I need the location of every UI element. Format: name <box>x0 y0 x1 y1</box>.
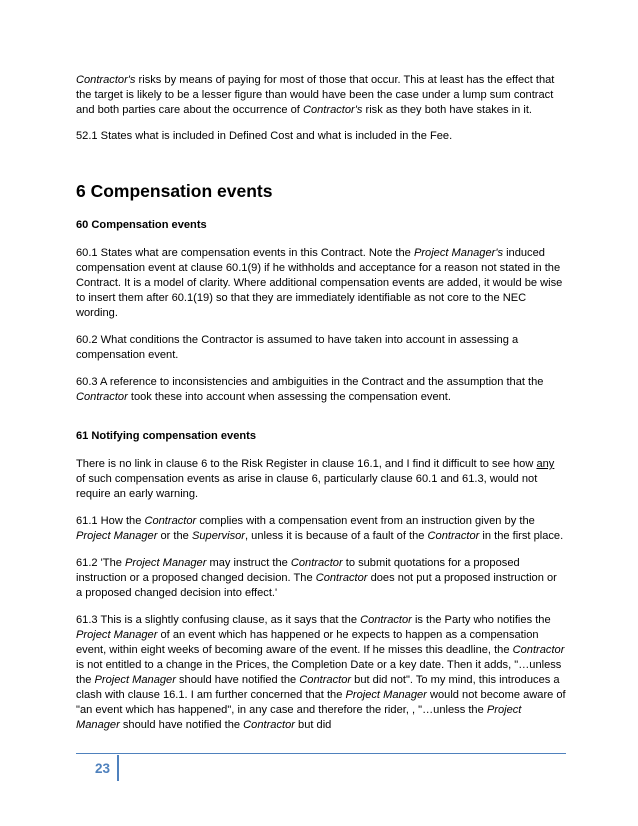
italic-run: Contractor <box>76 391 128 403</box>
italic-run: Contractor <box>243 719 295 731</box>
text-run: 61.2 'The <box>76 557 125 569</box>
text-run: took these into account when assessing the compensation event. <box>127 391 451 403</box>
italic-run: Contractor <box>427 530 480 542</box>
paragraph-61-2 <box>76 556 566 601</box>
text-run: in the first place. <box>479 530 564 542</box>
italic-run: Contractor <box>315 572 368 584</box>
subheading-60: 60 Compensation events <box>76 219 207 231</box>
paragraph-60-1 <box>76 246 566 321</box>
page-number-divider <box>117 755 119 781</box>
text-run: or the <box>157 530 192 542</box>
italic-run: Project Manager <box>94 674 176 686</box>
footer-rule <box>76 753 566 754</box>
text-run: of such compensation events as arise in clause 6, particularly clause 60.1 and 61.3, would not require an early warning. <box>76 473 538 500</box>
italic-run: Contractor <box>360 614 412 626</box>
italic-run: Project Manager <box>76 704 522 731</box>
paragraph-60-2 <box>76 333 566 363</box>
subheading-61: 61 Notifying compensation events <box>76 430 257 442</box>
italic-run: Project Manager's <box>413 247 503 259</box>
italic-run: Project Manager <box>125 557 207 569</box>
text-run: of an event which has happened or he expects to happen as a compensation event, within eight weeks of becoming aware of the event. If he misses this deadline, the <box>76 629 539 656</box>
underlined-run: any <box>536 458 555 470</box>
page-number: 23 <box>95 761 111 776</box>
text-run: 61.1 How the <box>76 515 145 527</box>
page-body <box>76 73 566 733</box>
italic-run: Project Manager <box>345 689 427 701</box>
text-run: 60.3 A reference to inconsistencies and ambiguities in the Contract and the assumption that the <box>76 376 544 388</box>
paragraph-61-3 <box>76 613 566 733</box>
text-run: 61.3 This is a slightly confusing clause, as it says that the <box>76 614 361 626</box>
italic-run: Project Manager <box>76 530 158 542</box>
text-run: , unless it is because of a fault of the <box>244 530 428 542</box>
text-run: would not become aware of "an event which has happened", in any case and therefore the rider, , "…unless the <box>76 689 566 716</box>
italic-run: Contractor <box>299 674 352 686</box>
italic-run: Project Manager <box>76 629 158 641</box>
paragraph-60-3 <box>76 375 566 405</box>
text-run: 60.2 What conditions the Contractor is assumed to have taken into account in assessing a compensation event. <box>76 334 519 361</box>
text-run: 52.1 States what is included in Defined Cost and what is included in the Fee. <box>76 130 453 142</box>
italic-run: Supervisor <box>191 530 245 542</box>
text-run: is not entitled to a change in the Prices, the Completion Date or a key date. Then it adds, "…unless the <box>76 659 562 686</box>
text-run: is the Party who notifies the <box>411 614 551 626</box>
paragraph-61-1 <box>76 514 566 544</box>
italic-run: Contractor's <box>76 74 136 86</box>
text-run: but did not". To my mind, this introduces a clash with clause 16.1. I am further concerned that the <box>76 674 560 701</box>
text-run: should have notified the <box>175 674 300 686</box>
paragraph-contractor-risks <box>76 73 566 118</box>
text-run: but did <box>294 719 332 731</box>
text-run: risks by means of paying for most of those that occur. This at least has the effect that the target is likely to be a lesser figure than would have been the case under a lump sum contract and both parties care about the occurrence of <box>76 74 555 116</box>
text-run: There is no link in clause 6 to the Risk Register in clause 16.1, and I find it difficult to see how <box>76 458 537 470</box>
text-run: complies with a compensation event from an instruction given by the <box>196 515 535 527</box>
italic-run: Contractor <box>144 515 197 527</box>
text-run: should have notified the <box>119 719 244 731</box>
text-run: may instruct the <box>206 557 291 569</box>
italic-run: Contractor's <box>302 104 363 116</box>
italic-run: Contractor <box>512 644 565 656</box>
text-run: does not put a proposed instruction or a proposed changed decision into effect.' <box>76 572 557 599</box>
text-run: induced compensation event at clause 60.1(9) if he withholds and acceptance for a reason not stated in the Contract. It is a model of clarity. Where additional compensation events are added, it would be wise to insert them after 60.1(19) so that they are immediately identifiable as not core to the NEC wording. <box>76 247 563 319</box>
italic-run: Contractor <box>290 557 343 569</box>
paragraph-risk-register <box>76 457 566 502</box>
paragraph-52-1 <box>76 129 566 144</box>
section-heading: 6 Compensation events <box>76 181 273 201</box>
text-run: to submit quotations for a proposed instruction or a proposed changed decision. The <box>76 557 520 584</box>
text-run: risk as they both have stakes in it. <box>362 104 532 116</box>
text-run: 60.1 States what are compensation events in this Contract. Note the <box>76 247 414 259</box>
